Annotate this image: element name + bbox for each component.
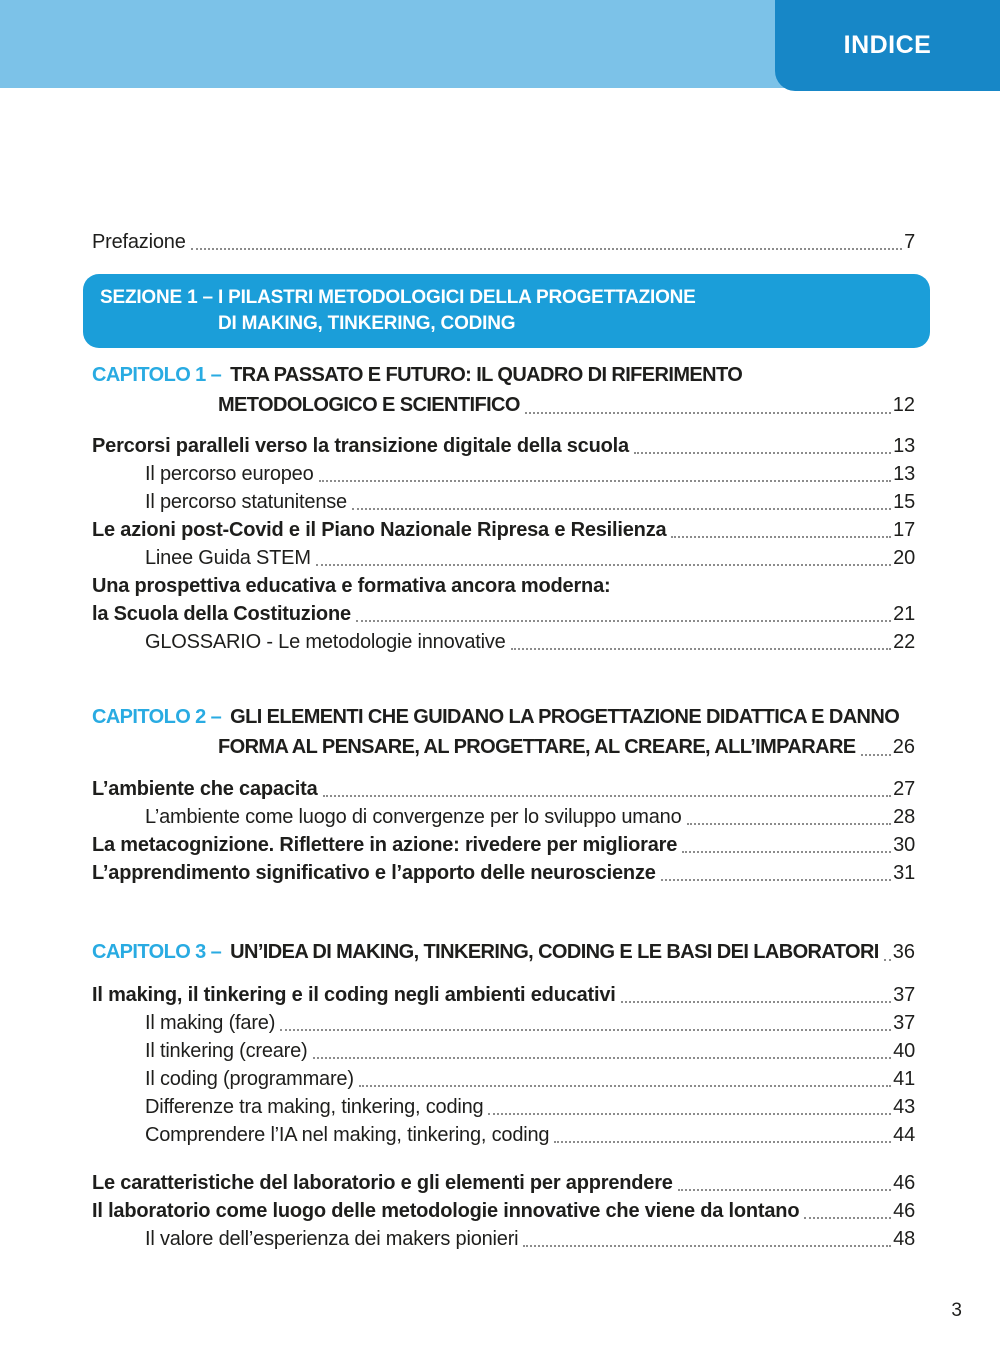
toc-entry-page: 41 <box>893 1068 915 1090</box>
dotted-leader <box>616 981 893 1009</box>
toc-content <box>92 88 915 1253</box>
toc-entry <box>92 544 915 572</box>
toc-entry-label: La metacognizione. Riflettere in azione: rivedere per migliorare <box>92 834 678 856</box>
toc-entry <box>92 600 915 628</box>
chapter-2-title-cont: FORMA AL PENSARE, AL PROGETTARE, AL CREARE, ALL’IMPARARE <box>218 736 856 758</box>
toc-entry <box>92 831 915 859</box>
toc-entry-page: 17 <box>893 519 915 541</box>
toc-entry <box>92 1093 915 1121</box>
toc-entry <box>92 516 915 544</box>
toc-entry-label: Percorsi paralleli verso la transizione digitale della scuola <box>92 435 629 457</box>
toc-entry-label: Il percorso europeo <box>145 463 314 485</box>
toc-entry <box>92 1169 915 1197</box>
toc-entry-page: 21 <box>893 603 915 625</box>
toc-entry <box>92 628 915 656</box>
section-banner <box>83 274 930 348</box>
toc-entry <box>92 1121 915 1149</box>
toc-entry-label: Una prospettiva educativa e formativa ancora moderna: <box>92 575 611 597</box>
toc-entry-label: la Scuola della Costituzione <box>92 603 351 625</box>
toc-entry-label: L’ambiente come luogo di convergenze per lo sviluppo umano <box>145 806 682 828</box>
dotted-leader <box>518 1225 893 1253</box>
dotted-leader <box>682 803 894 831</box>
toc-entry-page: 46 <box>893 1172 915 1194</box>
dotted-leader <box>347 488 893 516</box>
toc-entry <box>92 1225 915 1253</box>
toc-entry <box>92 1197 915 1225</box>
dotted-leader <box>311 544 893 572</box>
toc-entry-prefazione <box>92 228 915 256</box>
toc-entry-label: Le azioni post-Covid e il Piano Nazionale Ripresa e Resilienza <box>92 519 667 541</box>
dotted-leader <box>314 460 894 488</box>
toc-entry-page: 7 <box>904 231 915 253</box>
toc-entry-page: 40 <box>893 1040 915 1062</box>
chapter-1-label: CAPITOLO 1 – <box>92 364 222 386</box>
chapter-3-heading <box>92 937 915 967</box>
chapter-3-title: UN’IDEA DI MAKING, TINKERING, CODING E LE BASI DEI LABORATORI <box>230 941 879 963</box>
section-banner-line1: SEZIONE 1 – I PILASTRI METODOLOGICI DELLA PROGETTAZIONE <box>100 287 696 308</box>
toc-entry-page: 27 <box>893 778 915 800</box>
toc-entry-page: 31 <box>893 862 915 884</box>
toc-entry-page: 44 <box>893 1124 915 1146</box>
laboratory-entries <box>92 1169 915 1253</box>
toc-entry-label: L’apprendimento significativo e l’apporto delle neuroscienze <box>92 862 656 884</box>
section-banner-line2: DI MAKING, TINKERING, CODING <box>218 313 516 334</box>
toc-entry-label: Il making, il tinkering e il coding negli ambienti educativi <box>92 984 616 1006</box>
dotted-leader <box>318 775 894 803</box>
chapter-1-page: 12 <box>892 394 915 416</box>
dotted-leader <box>351 600 893 628</box>
dotted-leader <box>520 390 893 420</box>
toc-entry-page: 13 <box>893 435 915 457</box>
chapter-1-title-cont: METODOLOGICO E SCIENTIFICO <box>218 394 520 416</box>
toc-entry <box>92 859 915 887</box>
toc-entry-page: 28 <box>893 806 915 828</box>
page-title: INDICE <box>843 31 932 59</box>
toc-entry-page: 22 <box>893 631 915 653</box>
toc-entry-page: 37 <box>893 1012 915 1034</box>
toc-entry <box>92 1065 915 1093</box>
chapter-1-heading <box>92 360 915 420</box>
toc-entry-page: 13 <box>893 463 915 485</box>
toc-entry-label: Il making (fare) <box>145 1012 276 1034</box>
dotted-leader <box>656 859 893 887</box>
toc-entry <box>92 432 915 460</box>
toc-entry <box>92 460 915 488</box>
toc-entry-label: L’ambiente che capacita <box>92 778 318 800</box>
dotted-leader <box>275 1009 893 1037</box>
toc-entry-label: Il percorso statunitense <box>145 491 347 513</box>
chapter-3-label: CAPITOLO 3 – <box>92 941 222 963</box>
chapter-2-page: 26 <box>892 736 915 758</box>
toc-entry <box>92 1037 915 1065</box>
toc-entry-label: Il laboratorio come luogo delle metodologie innovative che viene da lontano <box>92 1200 800 1222</box>
toc-entry <box>92 775 915 803</box>
chapter-2-entries <box>92 775 915 887</box>
toc-entry-label: Il valore dell’esperienza dei makers pionieri <box>145 1228 519 1250</box>
chapter-3-entries <box>92 981 915 1149</box>
toc-entry-page: 43 <box>893 1096 915 1118</box>
chapter-3-page: 36 <box>892 941 915 963</box>
chapter-1-entries <box>92 432 915 656</box>
dotted-leader <box>666 516 893 544</box>
toc-entry <box>92 488 915 516</box>
toc-entry <box>92 1009 915 1037</box>
dotted-leader <box>856 732 893 762</box>
dotted-leader <box>629 432 893 460</box>
dotted-leader <box>799 1197 893 1225</box>
toc-entry-label: GLOSSARIO - Le metodologie innovative <box>145 631 506 653</box>
dotted-leader <box>483 1093 893 1121</box>
dotted-leader <box>677 831 893 859</box>
toc-entry-label: Il coding (programmare) <box>145 1068 354 1090</box>
toc-entry <box>92 803 915 831</box>
toc-entry-label: Prefazione <box>92 231 186 253</box>
dotted-leader <box>879 937 893 967</box>
toc-entry-page: 30 <box>893 834 915 856</box>
toc-entry-label: Linee Guida STEM <box>145 547 311 569</box>
dotted-leader <box>673 1169 893 1197</box>
toc-entry-label: Le caratteristiche del laboratorio e gli elementi per apprendere <box>92 1172 673 1194</box>
toc-entry-page: 20 <box>893 547 915 569</box>
toc-entry-page: 37 <box>893 984 915 1006</box>
chapter-1-title: TRA PASSATO E FUTURO: IL QUADRO DI RIFERIMENTO <box>230 364 743 386</box>
toc-entry-continuation <box>92 572 915 600</box>
dotted-leader <box>308 1037 894 1065</box>
dotted-leader <box>549 1121 893 1149</box>
toc-entry-label: Comprendere l’IA nel making, tinkering, coding <box>145 1124 550 1146</box>
toc-entry-label: Il tinkering (creare) <box>145 1040 308 1062</box>
toc-entry-page: 15 <box>893 491 915 513</box>
dotted-leader <box>506 628 894 656</box>
chapter-2-label: CAPITOLO 2 – <box>92 706 222 728</box>
chapter-2-heading <box>92 702 915 762</box>
toc-entry-page: 48 <box>893 1228 915 1250</box>
dotted-leader <box>354 1065 893 1093</box>
indice-tab <box>775 0 1000 91</box>
chapter-2-title: GLI ELEMENTI CHE GUIDANO LA PROGETTAZIONE DIDATTICA E DANNO <box>230 706 900 728</box>
toc-entry <box>92 981 915 1009</box>
toc-entry-label: Differenze tra making, tinkering, coding <box>145 1096 484 1118</box>
dotted-leader <box>186 228 904 256</box>
folio-page-number: 3 <box>951 1300 962 1321</box>
toc-entry-page: 46 <box>893 1200 915 1222</box>
